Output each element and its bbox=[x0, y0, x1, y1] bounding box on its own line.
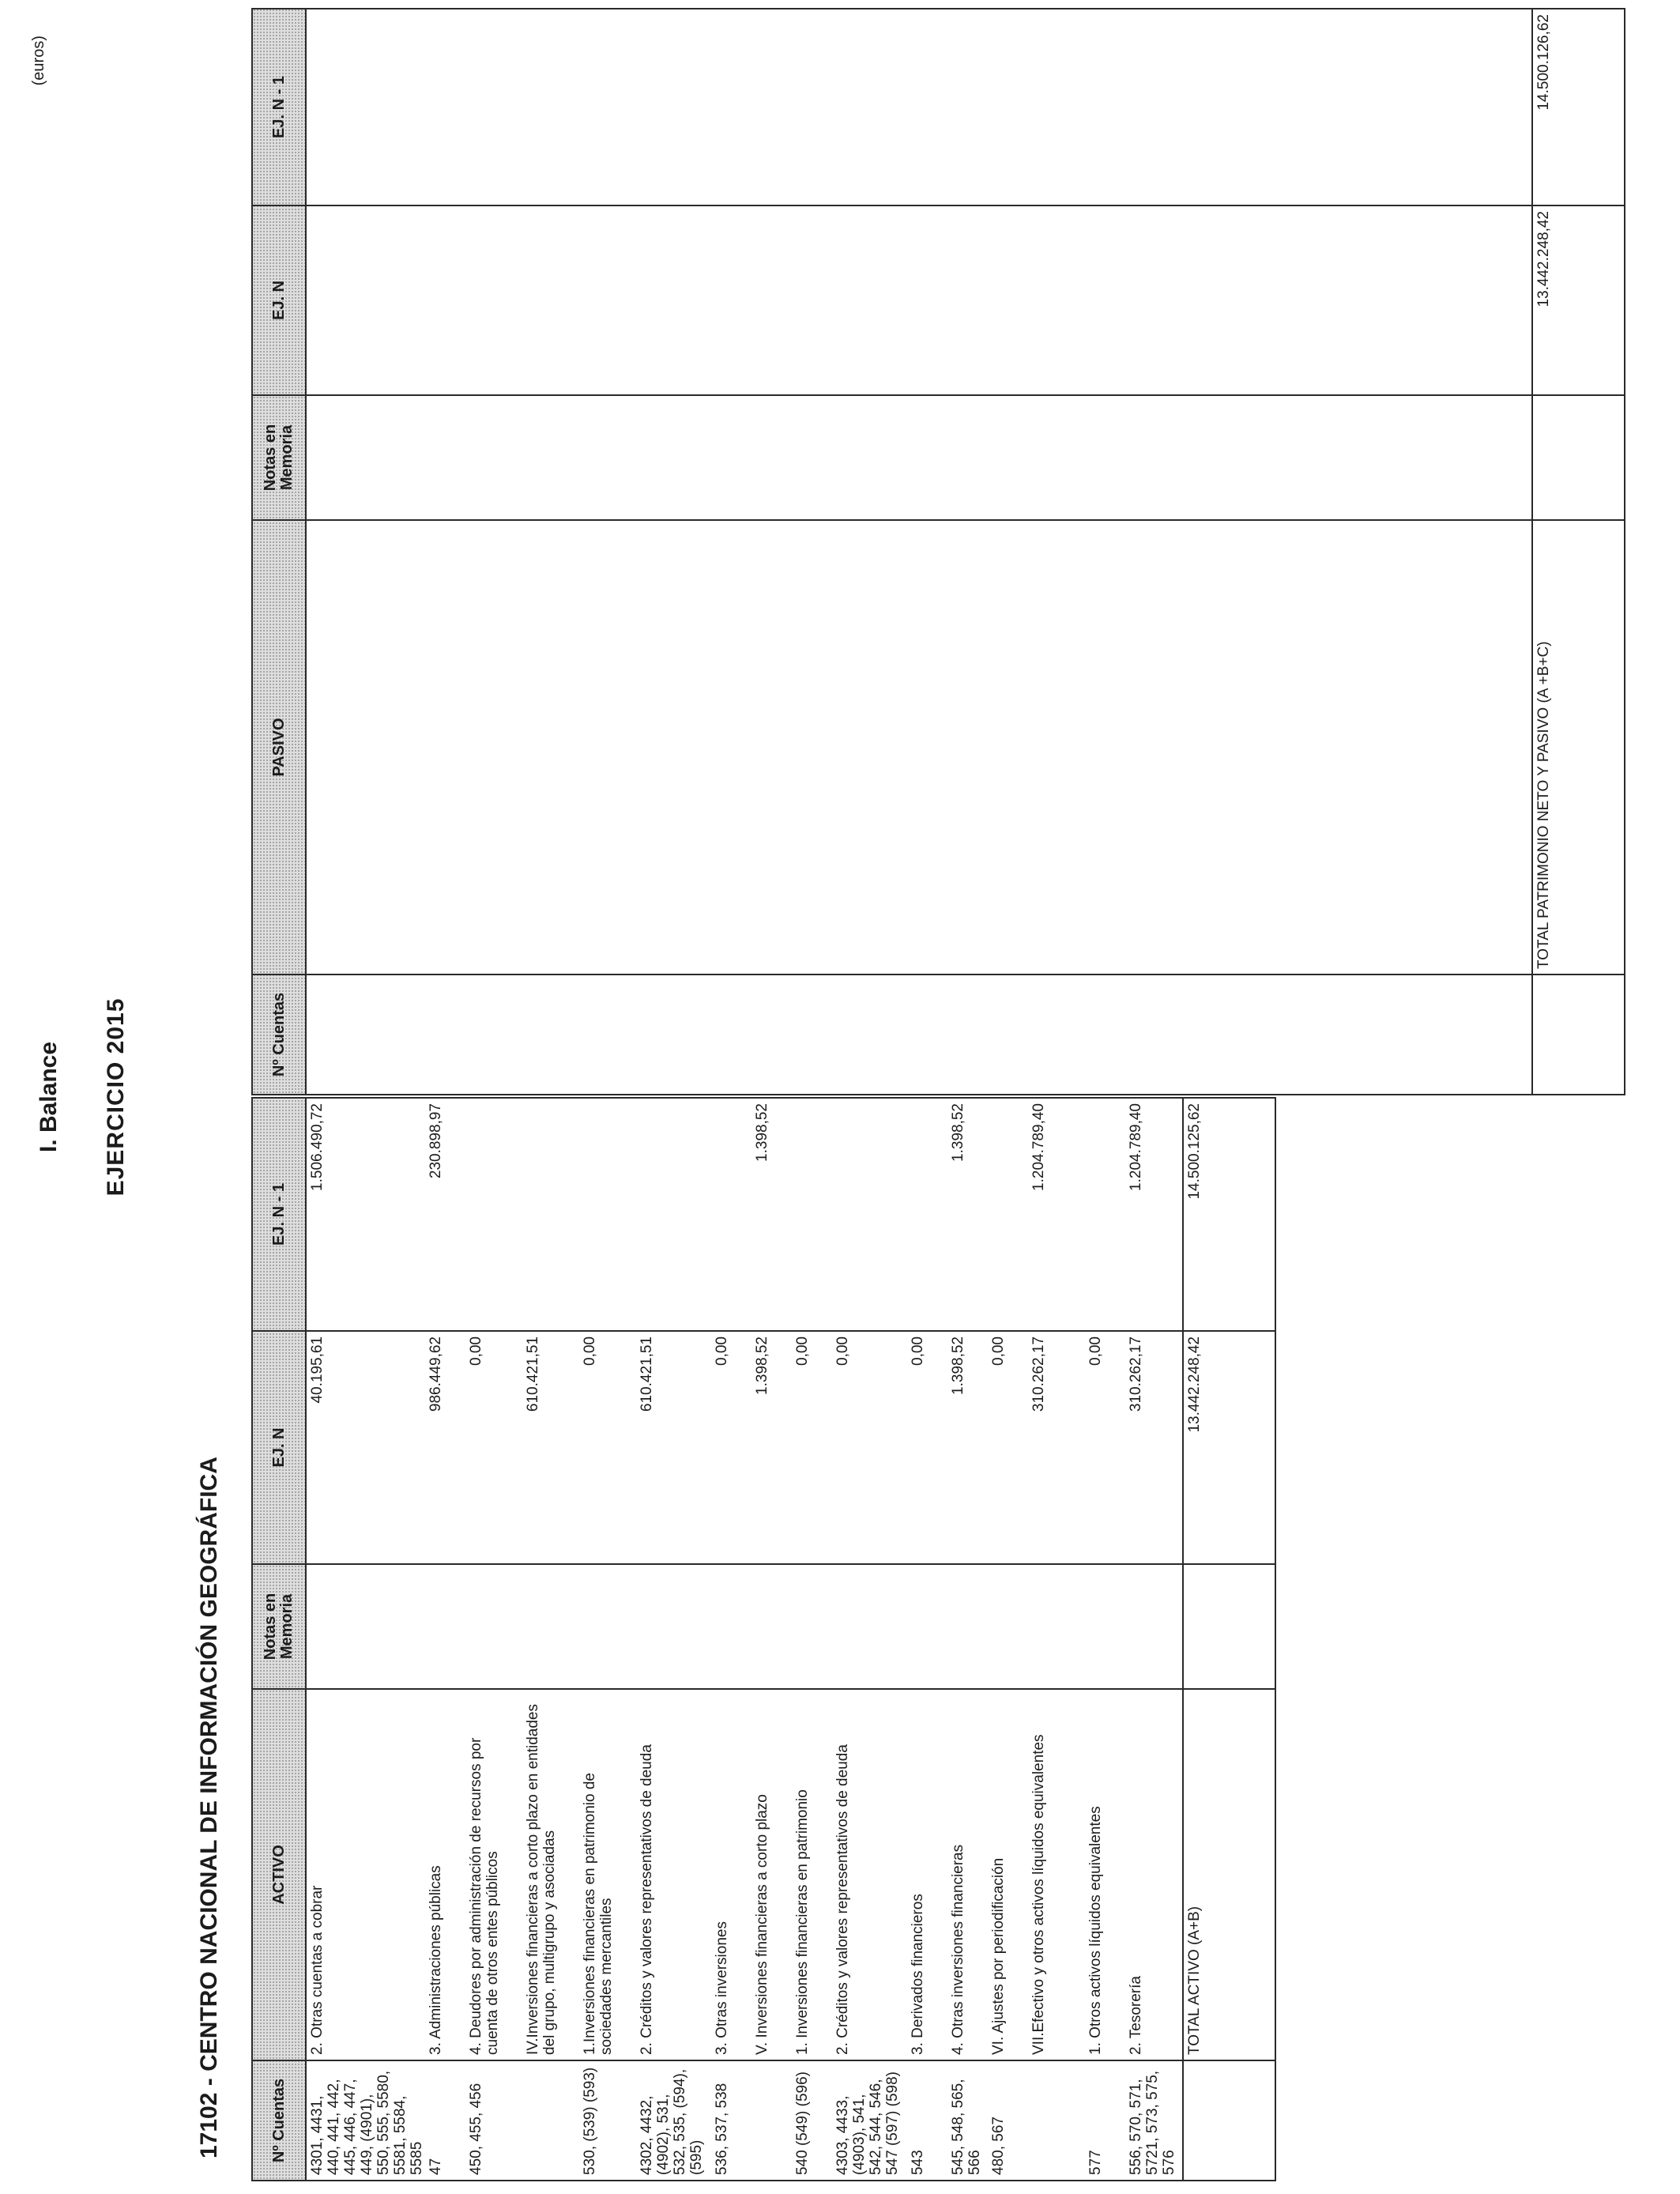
ej-n1-cell bbox=[636, 1098, 711, 1331]
concept-cell: 2. Créditos y valores representativos de deuda bbox=[636, 1689, 711, 2060]
notas-cell bbox=[907, 1564, 947, 1689]
table-row bbox=[792, 1098, 832, 2181]
ej-n-cell: 0,00 bbox=[465, 1331, 522, 1564]
ej-n-cell: 0,00 bbox=[988, 1331, 1028, 1564]
ej-n1-cell bbox=[306, 9, 1532, 205]
cuentas-cell bbox=[306, 974, 1532, 1095]
concept-cell: 4. Otras inversiones financieras bbox=[947, 1689, 988, 2060]
currency-label: (euros) bbox=[30, 36, 47, 86]
table-row bbox=[1028, 1098, 1085, 2181]
table-row bbox=[907, 1098, 947, 2181]
notas-cell bbox=[1183, 1564, 1275, 1689]
ej-n1-cell: 230.898,97 bbox=[425, 1098, 465, 1331]
table-row bbox=[465, 1098, 522, 2181]
notas-cell bbox=[1125, 1564, 1183, 1689]
ej-n1-cell bbox=[522, 1098, 579, 1331]
cuentas-cell: 540 (549) (596) bbox=[792, 2060, 832, 2181]
table-row bbox=[988, 1098, 1028, 2181]
total-pasivo-ej-n: 13.442.248,42 bbox=[1532, 205, 1625, 395]
cuentas-cell: 556, 570, 571, 5721, 573, 575, 576 bbox=[1125, 2060, 1183, 2181]
cuentas-cell: 536, 537, 538 bbox=[711, 2060, 751, 2181]
ej-n-cell: 610.421,51 bbox=[636, 1331, 711, 1564]
table-row bbox=[1085, 1098, 1125, 2181]
cuentas-cell: 450, 455, 456 bbox=[465, 2060, 522, 2181]
cuentas-cell bbox=[1183, 2060, 1275, 2181]
table-row bbox=[751, 1098, 792, 2181]
table-row bbox=[1125, 1098, 1183, 2181]
concept-cell: 1. Inversiones financieras en patrimonio bbox=[792, 1689, 832, 2060]
notas-cell bbox=[306, 395, 1532, 520]
ej-n-cell: 0,00 bbox=[907, 1331, 947, 1564]
notas-cell bbox=[1085, 1564, 1125, 1689]
ej-n-cell: 310.262,17 bbox=[1125, 1331, 1183, 1564]
notas-cell bbox=[1028, 1564, 1085, 1689]
concept-cell: 2. Tesorería bbox=[1125, 1689, 1183, 2060]
activo-table bbox=[251, 1097, 1276, 2181]
notas-cell bbox=[711, 1564, 751, 1689]
notas-cell bbox=[792, 1564, 832, 1689]
notas-cell bbox=[988, 1564, 1028, 1689]
ej-n-cell: 40.195,61 bbox=[306, 1331, 425, 1564]
pasivo-table bbox=[251, 8, 1625, 1095]
concept-cell: 2. Otras cuentas a cobrar bbox=[306, 1689, 425, 2060]
ej-n1-cell bbox=[579, 1098, 636, 1331]
cuentas-cell: 543 bbox=[907, 2060, 947, 2181]
cuentas-cell: 577 bbox=[1085, 2060, 1125, 2181]
notas-cell bbox=[579, 1564, 636, 1689]
ej-n1-cell bbox=[711, 1098, 751, 1331]
concept-cell: 2. Créditos y valores representativos de deuda bbox=[832, 1689, 907, 2060]
col-header-cuentas: Nº Cuentas bbox=[252, 974, 306, 1095]
table-row bbox=[579, 1098, 636, 2181]
ej-n1-cell: 1.506.490,72 bbox=[306, 1098, 425, 1331]
entity-name: 17102 - CENTRO NACIONAL DE INFORMACIÓN GEOGRÁFICA bbox=[196, 1457, 222, 2158]
ej-n-cell: 986.449,62 bbox=[425, 1331, 465, 1564]
col-header-activo: ACTIVO bbox=[252, 1689, 306, 2060]
col-header-ej-n1: EJ. N - 1 bbox=[252, 9, 306, 205]
table-row bbox=[947, 1098, 988, 2181]
document-title: I. Balance bbox=[36, 1041, 62, 1153]
ej-n1-cell bbox=[1085, 1098, 1125, 1331]
table-row bbox=[522, 1098, 579, 2181]
concept-cell: 3. Otras inversiones bbox=[711, 1689, 751, 2060]
ej-n1-cell bbox=[907, 1098, 947, 1331]
ej-n1-cell: 1.204.789,40 bbox=[1028, 1098, 1085, 1331]
ej-n1-cell: 1.398,52 bbox=[751, 1098, 792, 1331]
notas-cell bbox=[465, 1564, 522, 1689]
notas-cell bbox=[1532, 395, 1625, 520]
col-header-notas: Notas en Memoria bbox=[252, 1564, 306, 1689]
pasivo-header-row bbox=[252, 9, 306, 1095]
ej-n-cell: 0,00 bbox=[711, 1331, 751, 1564]
table-row bbox=[832, 1098, 907, 2181]
cuentas-cell: 545, 548, 565, 566 bbox=[947, 2060, 988, 2181]
concept-cell: 1.Inversiones financieras en patrimonio de sociedades mercantiles bbox=[579, 1689, 636, 2060]
ej-n1-cell: 1.398,52 bbox=[947, 1098, 988, 1331]
cuentas-cell bbox=[751, 2060, 792, 2181]
ej-n-cell: 0,00 bbox=[792, 1331, 832, 1564]
concept-cell: VII.Efectivo y otros activos líquidos equivalentes bbox=[1028, 1689, 1085, 2060]
ej-n1-cell bbox=[465, 1098, 522, 1331]
cuentas-cell: 4301, 4431, 440, 441, 442, 445, 446, 447, 449, (4901), 550, 555, 5580, 5581, 5584, 5585 bbox=[306, 2060, 425, 2181]
concept-cell: 4. Deudores por administración de recursos por cuenta de otros entes públicos bbox=[465, 1689, 522, 2060]
notas-cell bbox=[522, 1564, 579, 1689]
cuentas-cell: 47 bbox=[425, 2060, 465, 2181]
total-activo-row bbox=[1183, 1098, 1275, 2181]
exercise-year: EJERCICIO 2015 bbox=[103, 997, 129, 1197]
concept-cell: 3. Derivados financieros bbox=[907, 1689, 947, 2060]
concept-cell: 3. Administraciones públicas bbox=[425, 1689, 465, 2060]
col-header-ej-n: EJ. N bbox=[252, 1331, 306, 1564]
notas-cell bbox=[832, 1564, 907, 1689]
table-row bbox=[636, 1098, 711, 2181]
col-header-ej-n1: EJ. N - 1 bbox=[252, 1098, 306, 1331]
total-activo-ej-n: 13.442.248,42 bbox=[1183, 1331, 1275, 1564]
ej-n-cell: 610.421,51 bbox=[522, 1331, 579, 1564]
cuentas-cell bbox=[1532, 974, 1625, 1095]
cuentas-cell: 480, 567 bbox=[988, 2060, 1028, 2181]
cuentas-cell: 4303, 4433, (4903), 541, 542, 544, 546, 547 (597) (598) bbox=[832, 2060, 907, 2181]
ej-n-cell: 0,00 bbox=[1085, 1331, 1125, 1564]
notas-cell bbox=[425, 1564, 465, 1689]
ej-n-cell: 1.398,52 bbox=[751, 1331, 792, 1564]
pasivo-empty-body bbox=[306, 9, 1532, 1095]
notas-cell bbox=[947, 1564, 988, 1689]
col-header-notas: Notas en Memoria bbox=[252, 395, 306, 520]
total-pasivo-ej-n1: 14.500.126,62 bbox=[1532, 9, 1625, 205]
ej-n1-cell: 1.204.789,40 bbox=[1125, 1098, 1183, 1331]
total-activo-label: TOTAL ACTIVO (A+B) bbox=[1183, 1689, 1275, 2060]
total-pasivo-row bbox=[1532, 9, 1625, 1095]
ej-n-cell: 310.262,17 bbox=[1028, 1331, 1085, 1564]
col-header-pasivo: PASIVO bbox=[252, 520, 306, 974]
table-row bbox=[425, 1098, 465, 2181]
concept-cell bbox=[306, 520, 1532, 974]
cuentas-cell bbox=[1028, 2060, 1085, 2181]
concept-cell: V. Inversiones financieras a corto plazo bbox=[751, 1689, 792, 2060]
cuentas-cell: 530, (539) (593) bbox=[579, 2060, 636, 2181]
concept-cell: IV.Inversiones financieras a corto plazo en entidades del grupo, multigrupo y asociadas bbox=[522, 1689, 579, 2060]
concept-cell: VI. Ajustes por periodificación bbox=[988, 1689, 1028, 2060]
table-row bbox=[306, 1098, 425, 2181]
ej-n-cell: 0,00 bbox=[832, 1331, 907, 1564]
total-pasivo-label: TOTAL PATRIMONIO NETO Y PASIVO (A +B+C) bbox=[1532, 520, 1625, 974]
ej-n1-cell bbox=[792, 1098, 832, 1331]
notas-cell bbox=[751, 1564, 792, 1689]
notas-cell bbox=[306, 1564, 425, 1689]
col-header-cuentas: Nº Cuentas bbox=[252, 2060, 306, 2181]
ej-n1-cell bbox=[988, 1098, 1028, 1331]
ej-n-cell: 1.398,52 bbox=[947, 1331, 988, 1564]
activo-header-row bbox=[252, 1098, 306, 2181]
cuentas-cell bbox=[522, 2060, 579, 2181]
notas-cell bbox=[636, 1564, 711, 1689]
total-activo-ej-n1: 14.500.125,62 bbox=[1183, 1098, 1275, 1331]
concept-cell: 1. Otros activos líquidos equivalentes bbox=[1085, 1689, 1125, 2060]
cuentas-cell: 4302, 4432, (4902), 531, 532, 535, (594), (595) bbox=[636, 2060, 711, 2181]
col-header-ej-n: EJ. N bbox=[252, 205, 306, 395]
ej-n-cell bbox=[306, 205, 1532, 395]
ej-n-cell: 0,00 bbox=[579, 1331, 636, 1564]
table-row bbox=[711, 1098, 751, 2181]
ej-n1-cell bbox=[832, 1098, 907, 1331]
